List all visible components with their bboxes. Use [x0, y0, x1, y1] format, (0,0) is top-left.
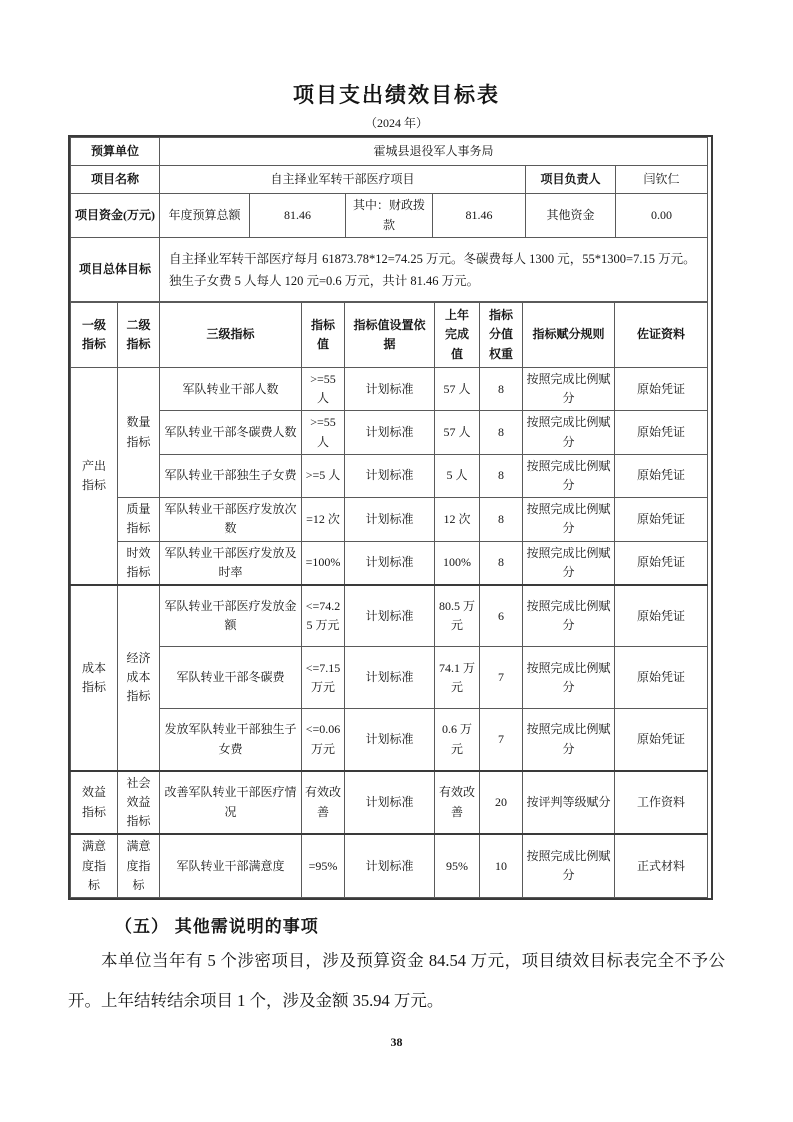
evidence-value: 原始凭证	[615, 454, 708, 497]
other-funds-label: 其他资金	[526, 194, 616, 238]
level1-cell: 成本指标	[71, 585, 118, 771]
indicator-row	[71, 709, 708, 771]
evidence-value: 正式材料	[615, 834, 708, 897]
indicator-name: 军队转业干部人数	[160, 368, 302, 411]
weight-value: 8	[480, 541, 523, 585]
prev-year-value: 74.1 万元	[435, 647, 480, 709]
prev-year-value: 80.5 万元	[435, 585, 480, 647]
prev-year-value: 5 人	[435, 454, 480, 497]
level2-cell: 经济成本指标	[118, 585, 160, 771]
col-header-level1: 一级指标	[71, 303, 118, 368]
target-value: <=0.06 万元	[302, 709, 345, 771]
basis-value: 计划标准	[345, 709, 435, 771]
target-value: <=7.15 万元	[302, 647, 345, 709]
col-header-rule: 指标赋分规则	[523, 303, 615, 368]
scoring-rule: 按照完成比例赋分	[523, 411, 615, 454]
evidence-value: 原始凭证	[615, 411, 708, 454]
indicator-row	[71, 647, 708, 709]
evidence-value: 原始凭证	[615, 709, 708, 771]
target-value: =95%	[302, 834, 345, 897]
level1-cell: 效益指标	[71, 771, 118, 835]
evidence-value: 原始凭证	[615, 541, 708, 585]
project-name-row	[71, 166, 708, 194]
col-header-target: 指标值	[302, 303, 345, 368]
indicator-name: 军队转业干部医疗发放及时率	[160, 541, 302, 585]
weight-value: 6	[480, 585, 523, 647]
basis-value: 计划标准	[345, 411, 435, 454]
annual-budget-value: 81.46	[250, 194, 346, 238]
budget-unit-label: 预算单位	[71, 138, 160, 166]
basis-value: 计划标准	[345, 647, 435, 709]
page-subtitle: （2024 年）	[364, 116, 428, 130]
evidence-value: 原始凭证	[615, 498, 708, 541]
performance-target-table	[68, 135, 713, 900]
col-header-evidence: 佐证资料	[615, 303, 708, 368]
indicator-row	[71, 771, 708, 835]
indicator-row	[71, 454, 708, 497]
evidence-value: 工作资料	[615, 771, 708, 835]
evidence-value: 原始凭证	[615, 647, 708, 709]
basis-value: 计划标准	[345, 498, 435, 541]
prev-year-value: 57 人	[435, 411, 480, 454]
evidence-value: 原始凭证	[615, 368, 708, 411]
basis-value: 计划标准	[345, 541, 435, 585]
indicator-name: 改善军队转业干部医疗情况	[160, 771, 302, 835]
basis-value: 计划标准	[345, 585, 435, 647]
col-header-level2: 二级指标	[118, 303, 160, 368]
scoring-rule: 按照完成比例赋分	[523, 368, 615, 411]
other-funds-value: 0.00	[616, 194, 708, 238]
page-number: 38	[390, 1035, 403, 1049]
indicator-row	[71, 541, 708, 585]
scoring-rule: 按照完成比例赋分	[523, 647, 615, 709]
scoring-rule: 按评判等级赋分	[523, 771, 615, 835]
indicator-row	[71, 411, 708, 454]
weight-value: 7	[480, 709, 523, 771]
col-header-weight: 指标分值权重	[480, 303, 523, 368]
project-name-label: 项目名称	[71, 166, 160, 194]
scoring-rule: 按照完成比例赋分	[523, 454, 615, 497]
project-name-value: 自主择业军转干部医疗项目	[160, 166, 526, 194]
weight-value: 10	[480, 834, 523, 897]
overall-goal-value: 自主择业军转干部医疗每月 61873.78*12=74.25 万元。冬碳费每人 1300 元，55*1300=7.15 万元。独生子女费 5 人每人 120 元=0.6 万元，共计 81.46 万元。	[160, 238, 708, 302]
prev-year-value: 0.6 万元	[435, 709, 480, 771]
level2-cell: 社会效益指标	[118, 771, 160, 835]
basis-value: 计划标准	[345, 368, 435, 411]
fiscal-funds-label: 其中：财政拨款	[346, 194, 433, 238]
weight-value: 8	[480, 411, 523, 454]
target-value: >=5 人	[302, 454, 345, 497]
evidence-value: 原始凭证	[615, 585, 708, 647]
indicator-name: 军队转业干部冬碳费	[160, 647, 302, 709]
level1-cell: 产出指标	[71, 368, 118, 585]
scoring-rule: 按照完成比例赋分	[523, 498, 615, 541]
info-table	[70, 137, 708, 302]
weight-value: 8	[480, 368, 523, 411]
prev-year-value: 100%	[435, 541, 480, 585]
col-header-prev: 上年完成值	[435, 303, 480, 368]
scoring-rule: 按照完成比例赋分	[523, 541, 615, 585]
project-leader-label: 项目负责人	[526, 166, 616, 194]
indicator-table	[70, 302, 708, 898]
prev-year-value: 12 次	[435, 498, 480, 541]
notes-paragraph: 本单位当年有 5 个涉密项目，涉及预算资金 84.54 万元，项目绩效目标表完全不予公开。上年结转结余项目 1 个，涉及金额 35.94 万元。	[68, 951, 725, 1010]
indicator-row	[71, 498, 708, 541]
level2-cell: 满意度指标	[118, 834, 160, 897]
notes-heading: （五） 其他需说明的事项	[115, 917, 319, 936]
budget-unit-row	[71, 138, 708, 166]
level2-cell: 数量指标	[118, 368, 160, 498]
target-value: =100%	[302, 541, 345, 585]
indicator-row	[71, 368, 708, 411]
overall-goal-label: 项目总体目标	[71, 238, 160, 302]
prev-year-value: 57 人	[435, 368, 480, 411]
weight-value: 8	[480, 454, 523, 497]
indicator-name: 军队转业干部独生子女费	[160, 454, 302, 497]
weight-value: 7	[480, 647, 523, 709]
indicator-name: 发放军队转业干部独生子女费	[160, 709, 302, 771]
target-value: >=55 人	[302, 411, 345, 454]
scoring-rule: 按照完成比例赋分	[523, 834, 615, 897]
level2-cell: 质量指标	[118, 498, 160, 541]
page-title: 项目支出绩效目标表	[293, 84, 500, 107]
level2-cell: 时效指标	[118, 541, 160, 585]
indicator-header-row	[71, 303, 708, 368]
level1-cell: 满意度指标	[71, 834, 118, 897]
indicator-name: 军队转业干部满意度	[160, 834, 302, 897]
prev-year-value: 有效改善	[435, 771, 480, 835]
scoring-rule: 按照完成比例赋分	[523, 709, 615, 771]
indicator-row	[71, 585, 708, 647]
basis-value: 计划标准	[345, 834, 435, 897]
target-value: >=55 人	[302, 368, 345, 411]
indicator-row	[71, 834, 708, 897]
project-funds-row	[71, 194, 708, 238]
project-leader-value: 闫钦仁	[616, 166, 708, 194]
target-value: 有效改善	[302, 771, 345, 835]
basis-value: 计划标准	[345, 454, 435, 497]
fiscal-funds-value: 81.46	[433, 194, 526, 238]
prev-year-value: 95%	[435, 834, 480, 897]
target-value: =12 次	[302, 498, 345, 541]
overall-goal-row	[71, 238, 708, 302]
budget-unit-value: 霍城县退役军人事务局	[160, 138, 708, 166]
indicator-name: 军队转业干部医疗发放金额	[160, 585, 302, 647]
annual-budget-label: 年度预算总额	[160, 194, 250, 238]
col-header-level3: 三级指标	[160, 303, 302, 368]
weight-value: 20	[480, 771, 523, 835]
indicator-name: 军队转业干部医疗发放次数	[160, 498, 302, 541]
scoring-rule: 按照完成比例赋分	[523, 585, 615, 647]
indicator-name: 军队转业干部冬碳费人数	[160, 411, 302, 454]
weight-value: 8	[480, 498, 523, 541]
target-value: <=74.25 万元	[302, 585, 345, 647]
basis-value: 计划标准	[345, 771, 435, 835]
col-header-basis: 指标值设置依据	[345, 303, 435, 368]
project-funds-label: 项目资金(万元)	[71, 194, 160, 238]
